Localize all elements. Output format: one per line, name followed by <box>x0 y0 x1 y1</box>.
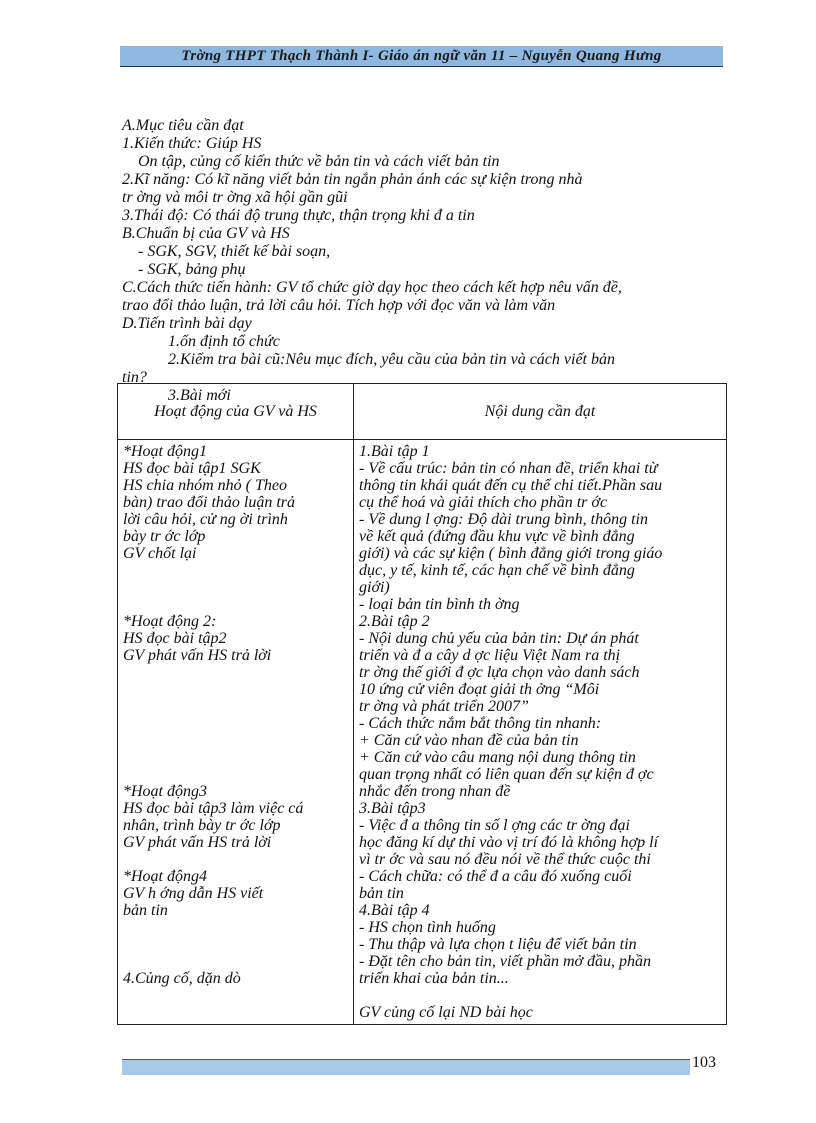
cell-line <box>123 953 348 970</box>
cell-line: quan trọng nhất có liên quan đến sự kiện đ ợc <box>359 766 654 783</box>
cell-line: về kết quả (đứng đầu khu vực về bình đẳng <box>359 528 635 545</box>
cell-line <box>123 681 348 698</box>
cell-line: giới) <box>359 579 390 596</box>
intro-line: B.Chuẩn bị của GV và HS <box>122 225 290 242</box>
cell-line: - Nội dung chủ yếu của bản tin: Dự án phát <box>359 630 639 647</box>
cell-line: GV chốt lại <box>123 545 197 562</box>
intro-line: 2.Kĩ năng: Có kĩ năng viết bản tin ngắn phản ánh các sự kiện trong nhà <box>122 171 583 188</box>
cell-line <box>123 732 348 749</box>
intro-line: 3.Thái độ: Có thái độ trung thực, thận trọng khi đ a tin <box>122 207 475 224</box>
intro-line: 3.Bài mới <box>168 387 231 404</box>
cell-line: - Thu thập và lựa chọn t liệu để viết bản tin <box>359 936 637 953</box>
cell-line: GV phát vấn HS trả lời <box>123 647 272 664</box>
header-title: Trờng THPT Thạch Thành I- Giáo án ngữ văn 11 – Nguyễn Quang Hưng <box>181 48 662 64</box>
cell-line: 4.Củng cố, dặn dò <box>123 970 241 987</box>
cell-line: nhân, trình bày tr ớc lớp <box>123 817 281 834</box>
cell-line: dục, y tế, kinh tế, các hạn chế về bình đẳng <box>359 562 635 579</box>
cell-line: cụ thể hoá và giải thích cho phần tr ớc <box>359 494 608 511</box>
cell-line: - Cách thức nắm bắt thông tin nhanh: <box>359 715 602 732</box>
cell-line: HS đọc bài tập2 <box>123 630 227 647</box>
cell-line <box>123 919 348 936</box>
intro-line: 1.ổn định tổ chức <box>168 333 280 350</box>
cell-line: bản tin <box>123 902 168 919</box>
cell-line <box>123 562 348 579</box>
cell-line: bàn) trao đổi thảo luận trả <box>123 494 296 511</box>
cell-line <box>123 698 348 715</box>
cell-line: - Về dung l ợng: Độ dài trung bình, thông tin <box>359 511 648 528</box>
intro-section <box>122 117 722 405</box>
intro-line: On tập, củng cố kiến thức về bản tin và cách viết bản tin <box>138 153 500 170</box>
intro-line: C.Cách thức tiến hành: GV tổ chức giờ dạy học theo cách kết hợp nêu vấn đề, <box>122 279 622 296</box>
intro-line: 1.Kiến thức: Giúp HS <box>122 135 262 152</box>
cell-line: 2.Bài tập 2 <box>359 613 430 630</box>
table-header-content: Nội dung cần đạt <box>354 384 727 440</box>
cell-line: 1.Bài tập 1 <box>359 443 430 460</box>
cell-line <box>359 987 721 1004</box>
intro-line: - SGK, bảng phụ <box>138 261 246 278</box>
table-row <box>118 440 727 1025</box>
footer-bar <box>122 1059 690 1075</box>
intro-line: tin? <box>122 369 147 386</box>
intro-line: A.Mục tiêu cần đạt <box>122 117 244 134</box>
intro-line: - SGK, SGV, thiết kế bài soạn, <box>138 243 331 260</box>
cell-line: 3.Bài tập3 <box>359 800 426 817</box>
intro-line: trao đổi thảo luận, trả lời câu hỏi. Tích hợp với đọc văn và làm văn <box>122 297 556 314</box>
intro-line: 2.Kiểm tra bài cũ:Nêu mục đích, yêu cầu của bản tin và cách viết bản <box>168 351 615 368</box>
cell-line: triển và đ a cây d ợc liệu Việt Nam ra thị <box>359 647 621 664</box>
cell-line: GV củng cố lại ND bài học <box>359 1004 533 1021</box>
cell-line <box>123 749 348 766</box>
cell-line: *Hoạt động1 <box>123 443 207 460</box>
cell-line: - Đặt tên cho bản tin, viết phần mở đầu, phần <box>359 953 652 970</box>
cell-line: giới) và các sự kiện ( bình đẳng giới trong giáo <box>359 545 663 562</box>
cell-line: - Việc đ a thông tin số l ợng các tr ờng đại <box>359 817 630 834</box>
page-number: 103 <box>692 1054 716 1071</box>
lesson-table <box>117 383 727 1025</box>
cell-line: 4.Bài tập 4 <box>359 902 430 919</box>
cell-line <box>123 715 348 732</box>
cell-line: vì tr ớc và sau nó đều nói về thể thức cuộc thi <box>359 851 651 868</box>
cell-line: + Căn cứ vào nhan đề của bản tin <box>359 732 579 749</box>
cell-line: nhắc đến trong nhan đề <box>359 783 511 800</box>
cell-line: *Hoạt động4 <box>123 868 207 885</box>
cell-line: - Cách chữa: có thể đ a câu đó xuống cuối <box>359 868 632 885</box>
intro-line: tr ờng và môi tr ờng xã hội gần gũi <box>122 189 348 206</box>
cell-line: *Hoạt động3 <box>123 783 207 800</box>
cell-line: học đăng kí dự thi vào vị trí đó là không hợp lí <box>359 834 659 851</box>
cell-line: bày tr ớc lớp <box>123 528 206 545</box>
cell-line: tr ờng và phát triển 2007” <box>359 698 529 715</box>
cell-line: lời câu hỏi, cử ng ời trình <box>123 511 288 528</box>
cell-line: triển khai của bản tin... <box>359 970 509 987</box>
table-header-row <box>118 384 727 440</box>
cell-line <box>123 579 348 596</box>
cell-line <box>123 851 348 868</box>
table-header-activities: Hoạt động của GV và HS <box>118 384 354 440</box>
cell-line: - Về cấu trúc: bản tin có nhan đề, triển khai từ <box>359 460 658 477</box>
page-header <box>120 46 723 67</box>
content-cell <box>354 440 727 1025</box>
cell-line: HS đọc bài tập1 SGK <box>123 460 261 477</box>
cell-line: 10 ứng cử viên đoạt giải th ởng “Môi <box>359 681 600 698</box>
cell-line: bản tin <box>359 885 404 902</box>
cell-line: HS chia nhóm nhỏ ( Theo <box>123 477 287 494</box>
cell-line: tr ờng thế giới đ ợc lựa chọn vào danh sách <box>359 664 640 681</box>
cell-line <box>123 596 348 613</box>
intro-line: D.Tiến trình bài dạy <box>122 315 252 332</box>
activities-cell <box>118 440 354 1025</box>
cell-line: - HS chọn tình huống <box>359 919 496 936</box>
cell-line: GV phát vấn HS trả lời <box>123 834 272 851</box>
cell-line <box>123 664 348 681</box>
cell-line: *Hoạt động 2: <box>123 613 217 630</box>
cell-line: - loại bản tin bình th ờng <box>359 596 520 613</box>
cell-line <box>123 936 348 953</box>
cell-line: thông tin khái quát đến cụ thể chi tiết.Phần sau <box>359 477 663 494</box>
cell-line: HS đọc bài tập3 làm việc cá <box>123 800 304 817</box>
cell-line: GV h ớng dẫn HS viết <box>123 885 264 902</box>
cell-line <box>123 766 348 783</box>
cell-line: + Căn cứ vào câu mang nội dung thông tin <box>359 749 636 766</box>
